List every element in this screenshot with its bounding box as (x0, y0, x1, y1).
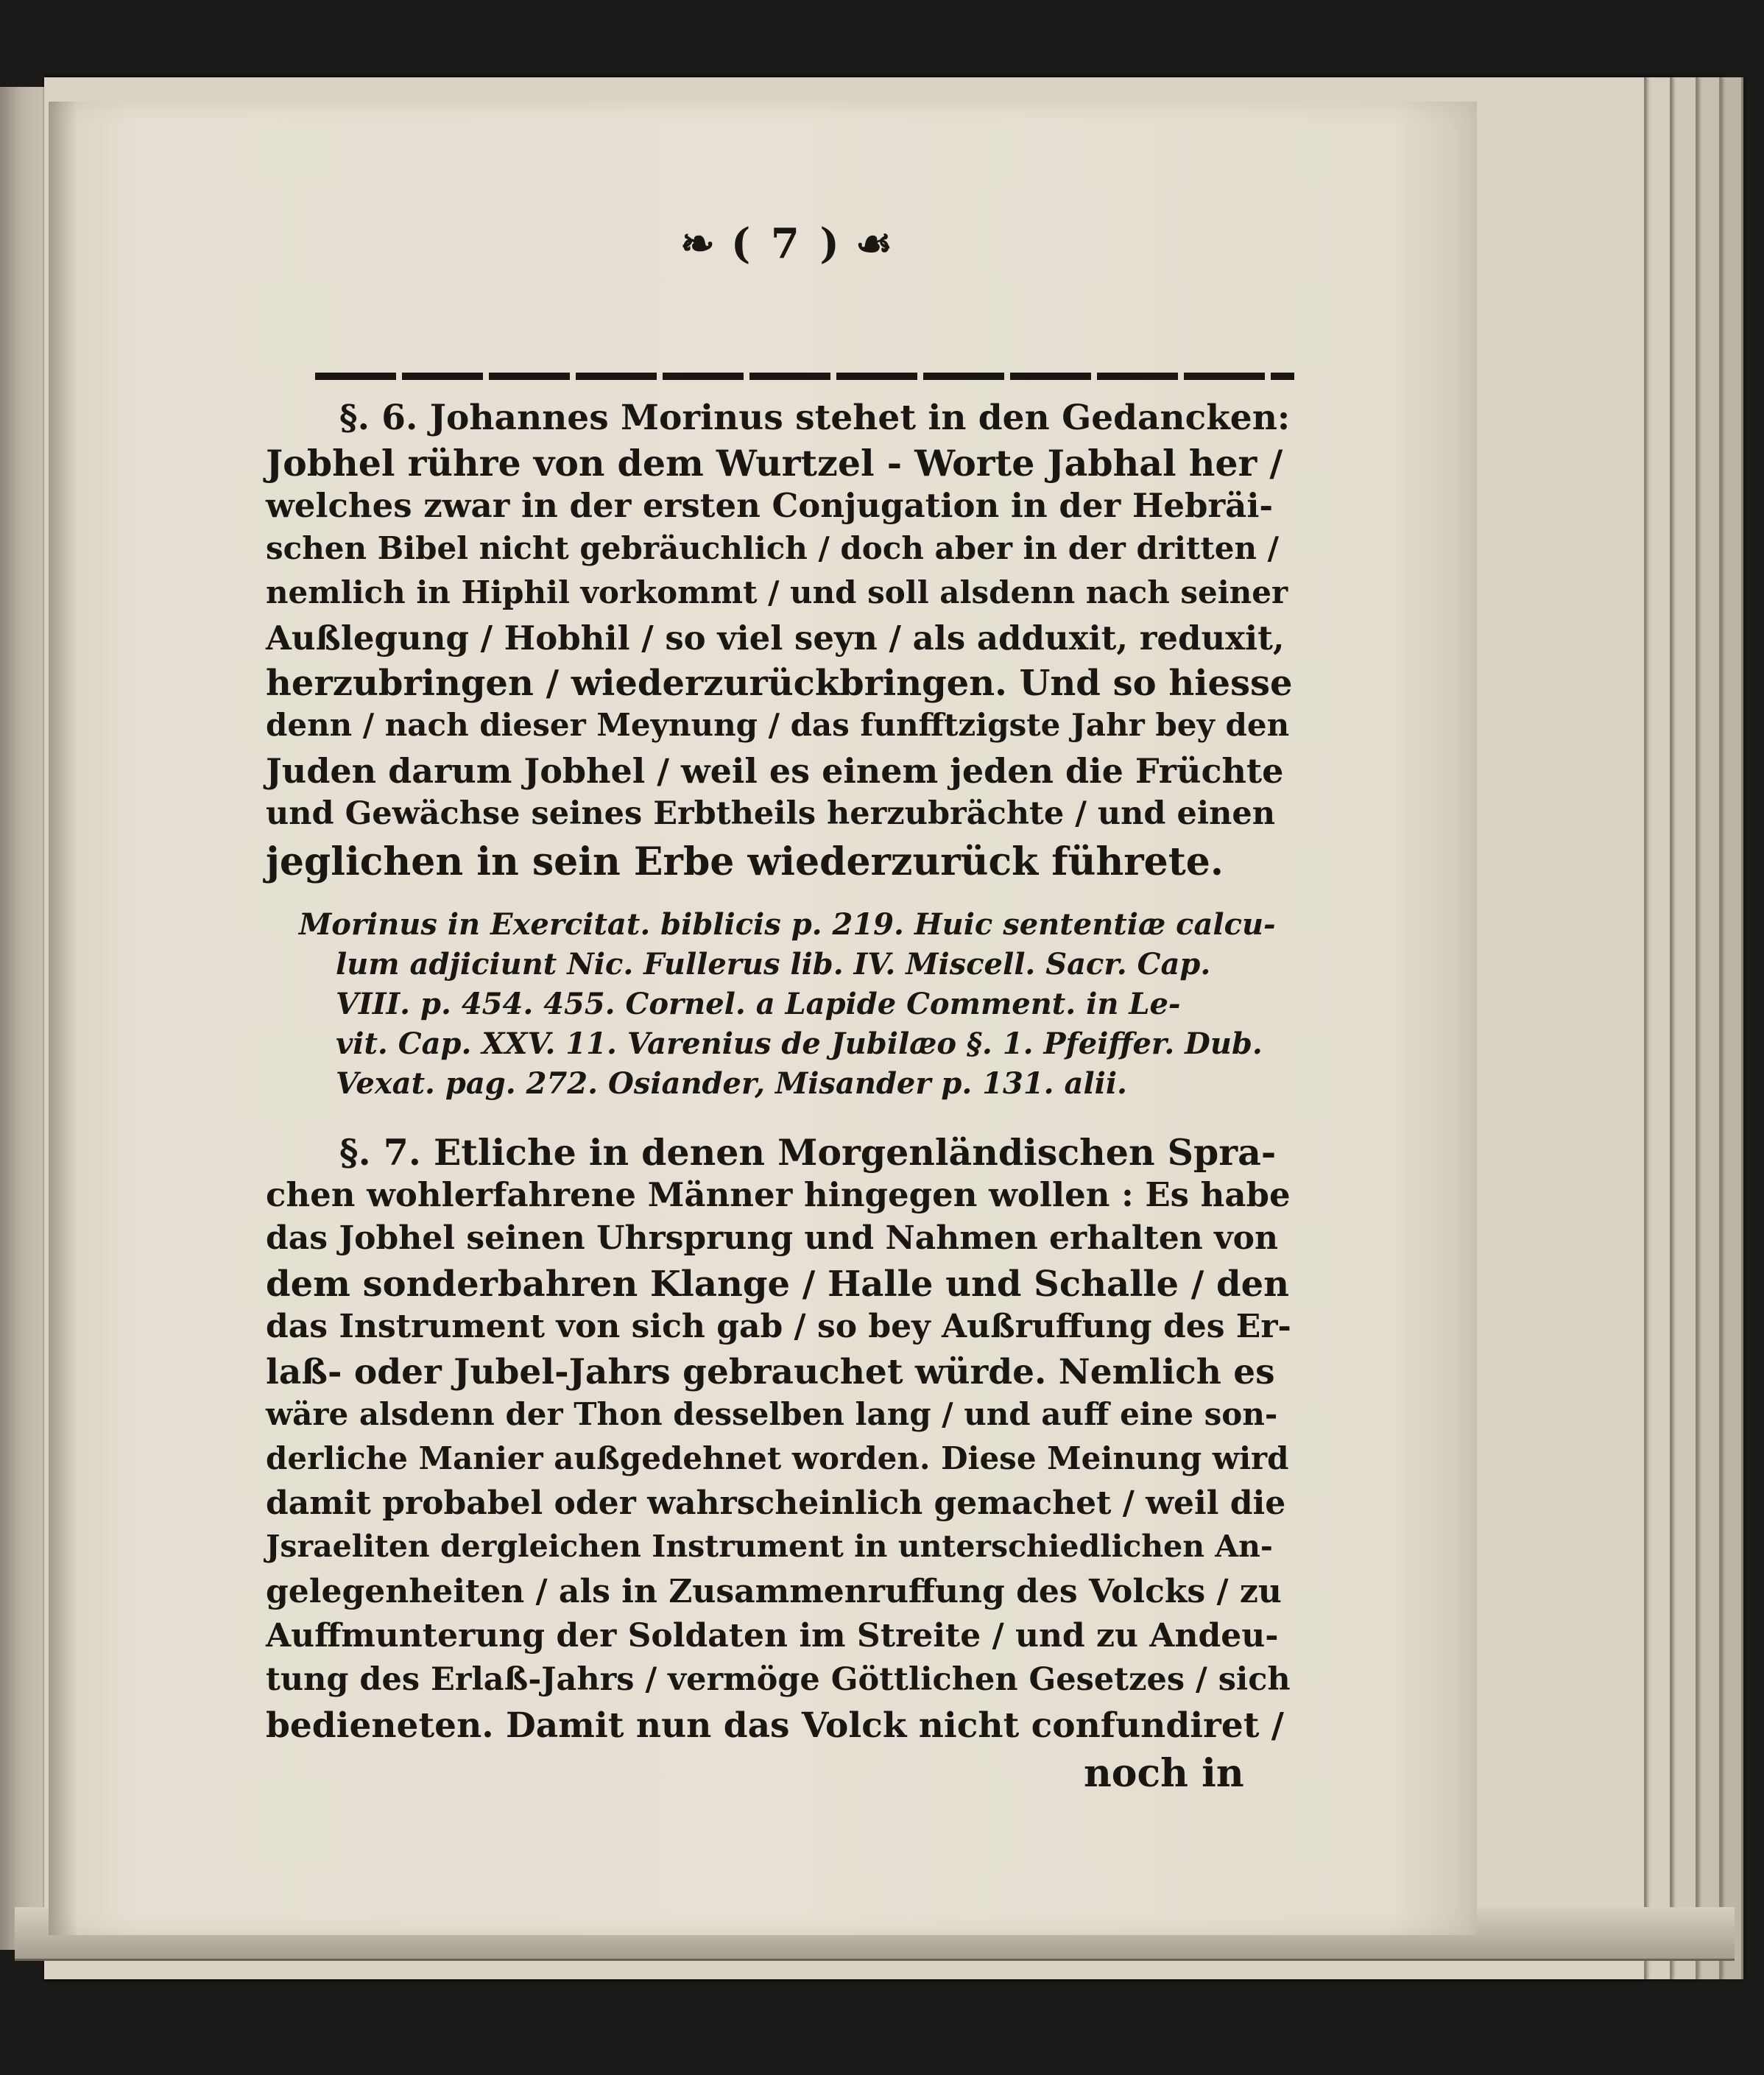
page-number: ( 7 ) (730, 219, 842, 268)
text-line: Außlegung / Hobhil / so viel seyn / als adduxit, reduxit, (266, 619, 1285, 658)
page-header (667, 219, 962, 268)
text-line: bedieneten. Damit nun das Volck nicht confundiret / (266, 1705, 1284, 1746)
book-page (49, 102, 1477, 1935)
text-line: damit probabel oder wahrscheinlich gemachet / weil die (266, 1484, 1286, 1522)
page-gutter-shadow (49, 102, 78, 1935)
text-line: §. 7. Etliche in denen Morgenländischen Spra- (339, 1131, 1277, 1174)
text-line: wäre alsdenn der Thon desselben lang / und auff eine son- (266, 1396, 1278, 1432)
text-line: Juden darum Jobhel / weil es einem jeden die Früchte (266, 751, 1284, 791)
text-line: das Instrument von sich gab / so bey Außruffung des Er- (266, 1308, 1291, 1345)
note-line: Morinus in Exercitat. biblicis p. 219. Huic sententiæ calcu- (299, 907, 1276, 942)
text-line: und Gewächse seines Erbtheils herzubrächte / und einen (266, 795, 1276, 832)
note-line: VIII. p. 454. 455. Cornel. a Lapide Comment. in Le- (336, 987, 1181, 1021)
text-line: dem sonderbahren Klange / Halle und Schalle / den (266, 1264, 1290, 1305)
text-line: nemlich in Hiphil vorkommt / und soll alsdenn nach seiner (266, 574, 1288, 610)
left-ornament-icon: ❧ (680, 219, 718, 268)
catchword: noch in (1084, 1751, 1244, 1796)
text-line: tung des Erlaß-Jahrs / vermöge Göttlichen Gesetzes / sich (266, 1661, 1291, 1698)
text-line: §. 6. Johannes Morinus stehet in den Gedancken: (339, 398, 1291, 438)
text-line: herzubringen / wiederzurückbringen. Und so hiesse (266, 663, 1293, 704)
text-line: jeglichen in sein Erbe wiederzurück führete. (266, 839, 1224, 884)
text-line: Auffmunterung der Soldaten im Streite / und zu Andeu- (266, 1617, 1279, 1655)
text-line: gelegenheiten / als in Zusammenruffung des Volcks / zu (266, 1573, 1282, 1610)
text-line: derliche Manier außgedehnet worden. Diese Meinung wird (266, 1440, 1289, 1476)
text-line: das Jobhel seinen Uhrsprung und Nahmen erhalten von (266, 1219, 1278, 1257)
text-line: Jsraeliten dergleichen Instrument in unterschiedlichen An- (266, 1529, 1273, 1564)
text-line: denn / nach dieser Meynung / das funfftzigste Jahr bey den (266, 707, 1290, 743)
text-line: Jobhel rühre von dem Wurtzel - Worte Jabhal her / (266, 442, 1283, 485)
note-line: Vexat. pag. 272. Osiander, Misander p. 131. alii. (336, 1066, 1127, 1101)
text-line: chen wohlerfahrene Männer hingegen wollen : Es habe (266, 1175, 1291, 1214)
header-rule (315, 373, 1294, 380)
right-ornament-icon: ☙ (855, 219, 896, 268)
text-line: laß- oder Jubel-Jahrs gebrauchet würde. Nemlich es (266, 1352, 1275, 1392)
text-line: schen Bibel nicht gebräuchlich / doch aber in der dritten / (266, 530, 1280, 566)
text-line: welches zwar in der ersten Conjugation in der Hebräi- (266, 486, 1274, 525)
note-line: lum adjiciunt Nic. Fullerus lib. IV. Miscell. Sacr. Cap. (336, 947, 1211, 982)
page-content (49, 102, 1477, 1935)
note-line: vit. Cap. XXV. 11. Varenius de Jubilæo §. 1. Pfeiffer. Dub. (336, 1026, 1263, 1061)
